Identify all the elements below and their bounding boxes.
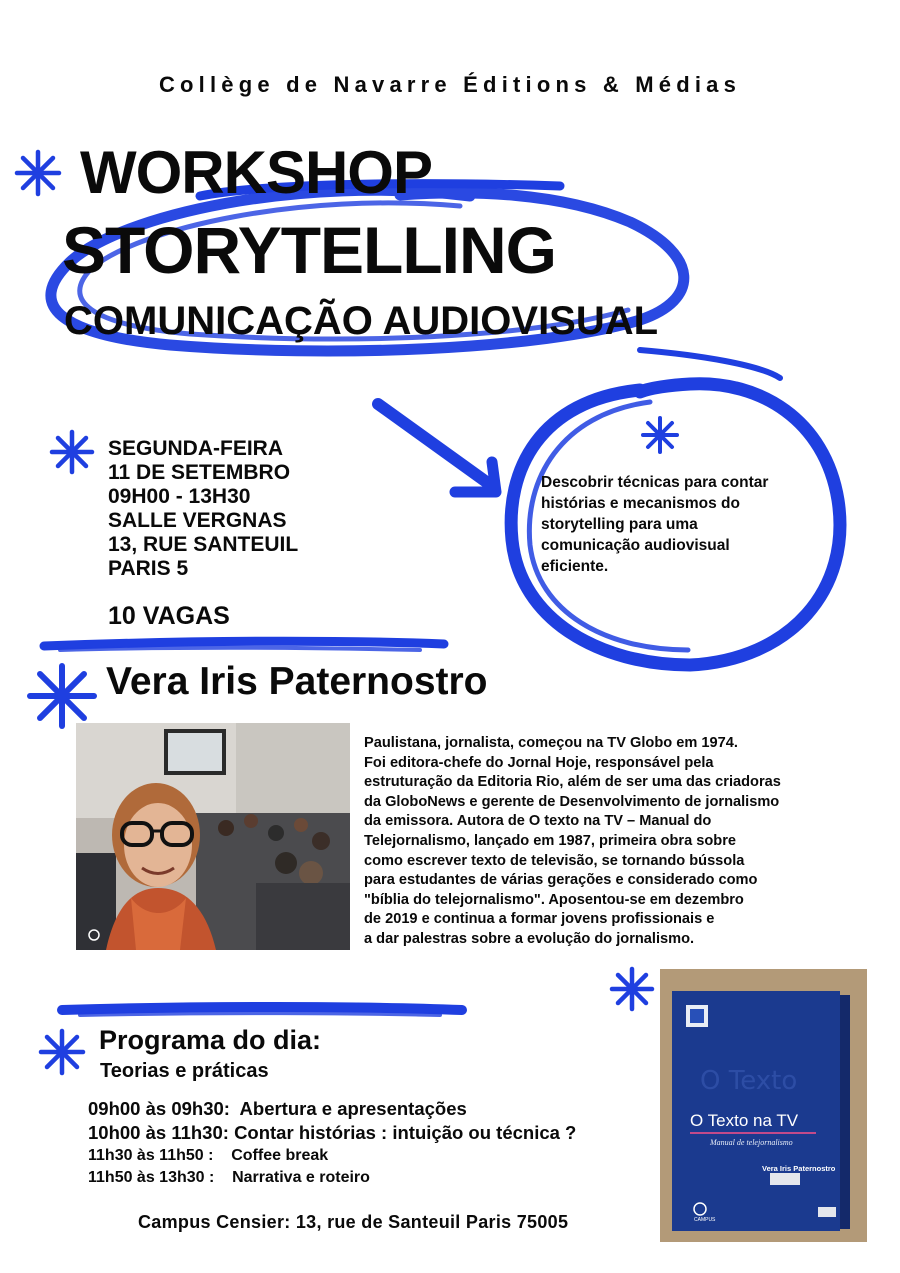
schedule-time: 10h00 às 11h30: — [88, 1122, 229, 1143]
event-time: 09H00 - 13H30 — [108, 485, 251, 508]
schedule-time: 09h00 às 09h30: — [88, 1098, 230, 1119]
event-date: 11 DE SETEMBRO — [108, 461, 291, 484]
vacancies-count: 10 VAGAS — [108, 602, 230, 630]
schedule-activity: Narrativa e roteiro — [232, 1169, 370, 1186]
star-icon-circle — [643, 418, 677, 452]
schedule-activity: Coffee break — [231, 1147, 329, 1164]
star-icon-title — [17, 152, 59, 194]
title-communication: COMUNICAÇÃO AUDIOVISUAL — [64, 299, 659, 343]
event-day: SEGUNDA-FEIRA — [108, 437, 284, 460]
bio-line: a dar palestras sobre a evolução do jornalismo. — [364, 930, 695, 947]
workshop-description: Descobrir técnicas para contar histórias e mecanismos do storytelling para uma comunicação audiovisual eficiente. — [541, 474, 769, 575]
star-icon-details — [52, 432, 92, 472]
bio-line: estruturação da Editoria Rio, além de ser uma das criadoras — [364, 774, 781, 791]
schedule-row — [88, 1167, 576, 1189]
bio-line: "bíblia do telejornalismo". Aposentou-se em dezembro — [364, 891, 744, 908]
book-author: Vera Iris Paternostro — [762, 1164, 836, 1173]
svg-text:O Texto: O Texto — [700, 1066, 798, 1096]
speaker-name: Vera Iris Paternostro — [106, 660, 488, 703]
program-title: Programa do dia: — [99, 1025, 322, 1055]
schedule-activity: Contar histórias : intuição ou técnica ? — [234, 1122, 577, 1143]
bio-line: Telejornalismo, lançado em 1987, primeira obra sobre — [364, 832, 737, 849]
brush-line-vagas — [44, 641, 444, 646]
book-cover-photo — [660, 969, 867, 1242]
event-room: SALLE VERGNAS — [108, 509, 287, 532]
schedule-time: 11h50 às 13h30 : — [88, 1169, 215, 1186]
publisher-name: Collège de Navarre Éditions & Médias — [158, 72, 742, 97]
speaker-bio — [364, 734, 804, 950]
schedule-row — [88, 1121, 576, 1145]
arrow-brush — [378, 404, 492, 486]
bio-line: da emissora. Autora de O texto na TV – Manual do — [364, 813, 712, 830]
program-subtitle: Teorias e práticas — [100, 1060, 269, 1082]
schedule-row — [88, 1145, 576, 1167]
bio-line: Foi editora-chefe do Jornal Hoje, responsável pela — [364, 754, 714, 771]
title-workshop: WORKSHOP — [80, 139, 432, 206]
bio-line: da GloboNews e gerente de Desenvolvimento de jornalismo — [364, 793, 780, 810]
star-icon-book — [612, 969, 652, 1009]
campus-address: Campus Censier: 13, rue de Santeuil Paris 75005 — [138, 1212, 569, 1232]
speaker-photo — [76, 723, 350, 950]
event-street: 13, RUE SANTEUIL — [108, 533, 299, 556]
event-city: PARIS 5 — [108, 557, 189, 580]
star-icon-speaker — [30, 666, 94, 726]
bio-line: para estudantes de várias gerações e considerado como — [364, 872, 758, 889]
bio-line: de 2019 e continua a formar jovens profissionais e — [364, 911, 715, 928]
schedule-row — [88, 1097, 576, 1121]
book-subtitle: Manual de telejornalismo — [710, 1138, 793, 1147]
schedule-activity: Abertura e apresentações — [239, 1098, 467, 1119]
program-schedule — [88, 1097, 576, 1189]
bio-line: Paulistana, jornalista, começou na TV Globo em 1974. — [364, 735, 738, 751]
bio-line: como escrever texto de televisão, se tornando bússola — [364, 852, 745, 869]
star-icon-program — [41, 1031, 83, 1073]
book-publisher: CAMPUS — [694, 1217, 716, 1223]
brush-line-program — [62, 1007, 462, 1010]
schedule-time: 11h30 às 11h50 : — [88, 1147, 214, 1164]
title-storytelling: STORYTELLING — [62, 213, 557, 287]
book-title: O Texto na TV — [690, 1111, 799, 1130]
event-details — [108, 437, 298, 581]
